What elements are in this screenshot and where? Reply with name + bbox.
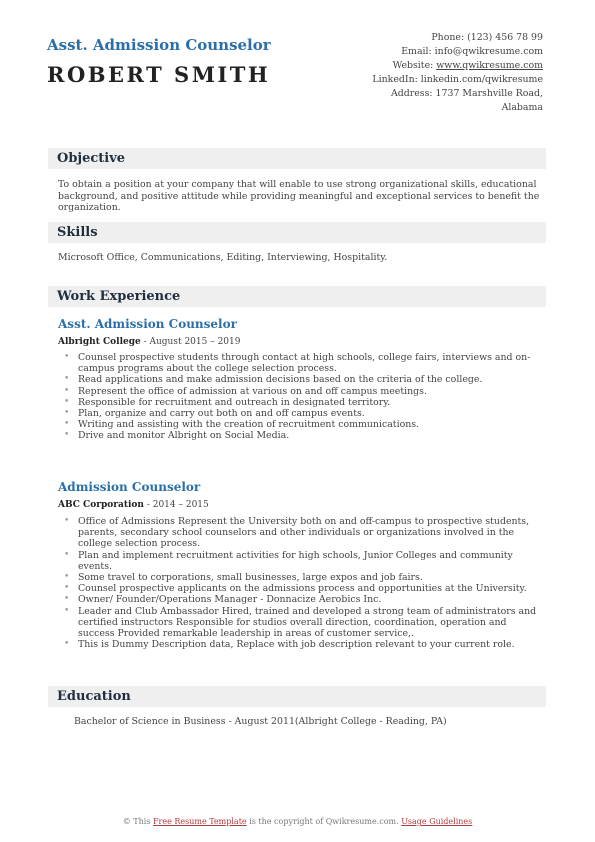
footer-middle: is the copyright of Qwikresume.com. [246, 817, 402, 826]
list-item: • Responsible for recruitment and outreach in designated territory. [62, 397, 546, 408]
job-company-1 [58, 337, 240, 347]
job-dates-2: - 2014 – 2015 [143, 500, 209, 510]
contact-address-line1: Address: 1737 Marshville Road, [390, 88, 543, 99]
company-name-2: ABC Corporation [58, 500, 144, 510]
list-item: • Owner/ Founder/Operations Manager - Donnacize Aerobics Inc. [62, 594, 546, 605]
candidate-name: ROBERT SMITH [47, 62, 271, 87]
website-link[interactable]: www.qwikresume.com [436, 60, 543, 71]
contact-address-line2: Alabama [501, 102, 543, 113]
list-item: • Counsel prospective applicants on the admissions process and opportunities at the University. [62, 583, 546, 594]
list-item: • Represent the office of admission at various on and off campus meetings. [62, 386, 546, 397]
job-company-2 [58, 500, 209, 510]
list-item: • Plan and implement recruitment activities for high schools, Junior Colleges and community events. [62, 550, 546, 572]
free-resume-template-link[interactable]: Free Resume Template [152, 817, 247, 826]
objective-heading: Objective [48, 148, 546, 169]
job-title-2: Admission Counselor [58, 480, 201, 494]
list-item: • Some travel to corporations, small businesses, large expos and job fairs. [62, 572, 546, 583]
skills-heading: Skills [48, 222, 546, 243]
company-name-1: Albright College [58, 337, 141, 347]
list-item: • Counsel prospective students through contact at high schools, college fairs, interviews and on-campus programs about the college selection process. [62, 352, 546, 374]
job-dates-1: - August 2015 – 2019 [140, 337, 241, 347]
contact-website-label: Website: [392, 60, 437, 71]
contact-linkedin: LinkedIn: linkedin.com/qwikresume [372, 74, 543, 85]
contact-phone: Phone: (123) 456 78 99 [431, 32, 543, 43]
resume-job-title: Asst. Admission Counselor [47, 36, 271, 54]
usage-guidelines-link[interactable]: Usage Guidelines [401, 817, 473, 826]
job-duties-2 [62, 516, 546, 650]
list-item: • Office of Admissions Represent the University both on and off-campus to prospective students, parents, secondary school counselors and other individuals or organizations involved in the college selection process. [62, 516, 546, 550]
list-item: • Writing and assisting with the creation of recruitment communications. [62, 419, 546, 430]
list-item: • Drive and monitor Albright on Social Media. [62, 430, 546, 441]
footer-prefix: © This [122, 817, 153, 826]
contact-email: Email: info@qwikresume.com [401, 46, 543, 57]
education-text: Bachelor of Science in Business - August 2011(Albright College - Reading, PA) [74, 716, 447, 727]
objective-text: To obtain a position at your company that will enable to use strong organizational skills, educational background, and positive attitude while providing meaningful and exceptional services to benefit the organization. [58, 179, 540, 213]
list-item: • Plan, organize and carry out both on and off campus events. [62, 408, 546, 419]
education-heading: Education [48, 686, 546, 707]
job-title-1: Asst. Admission Counselor [58, 317, 237, 331]
list-item: • This is Dummy Description data, Replace with job description relevant to your current role. [62, 639, 546, 650]
footer-copyright [0, 817, 595, 826]
contact-block [323, 31, 543, 115]
skills-text: Microsoft Office, Communications, Editing, Interviewing, Hospitality. [58, 252, 388, 263]
list-item: • Read applications and make admission decisions based on the criteria of the college. [62, 374, 546, 385]
work-experience-heading: Work Experience [48, 286, 546, 307]
job-duties-1 [62, 352, 546, 442]
list-item: • Leader and Club Ambassador Hired, trained and developed a strong team of administrators and certified instructors Responsible for studios overall direction, coordination, operation and success Provided remarkable leadership in areas of customer service,. [62, 606, 546, 640]
contact-website [323, 59, 543, 73]
